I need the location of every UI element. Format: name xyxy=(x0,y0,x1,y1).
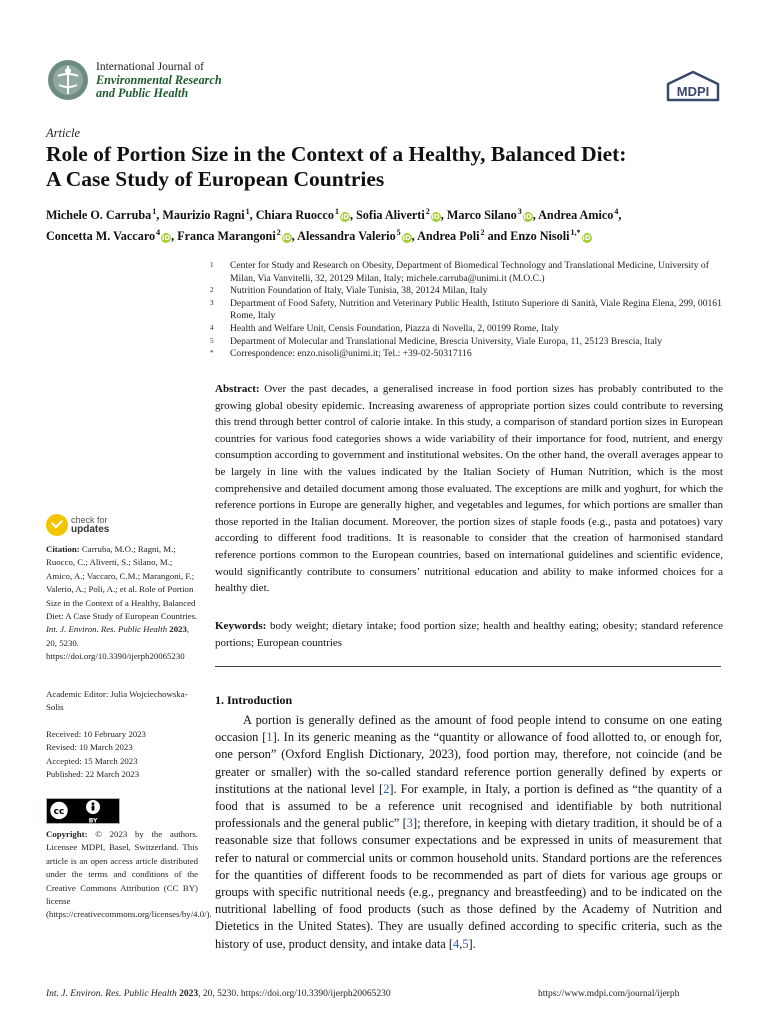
affiliation-number: 3 xyxy=(210,298,214,307)
publication-dates xyxy=(46,728,198,782)
check-for-updates-button[interactable] xyxy=(46,514,146,540)
author-separator: , xyxy=(291,229,298,244)
intro-text: , xyxy=(459,936,463,951)
copyright-text: © 2023 by the authors. Licensee MDPI, Basel, Switzerland. This article is an open access article distributed under the terms and conditions of the Creative Commons Attribution (CC BY) license (https://creativecommons.org/licenses/by/4.0/). xyxy=(46,829,212,920)
author-separator: and xyxy=(484,229,511,244)
citation-year: 2023 xyxy=(169,624,187,635)
author-name: Marco Silano xyxy=(446,208,517,223)
publisher-text: MDPI xyxy=(676,84,710,99)
affiliation-item xyxy=(210,298,730,323)
author-affiliation-mark: 5 xyxy=(396,228,401,238)
copyright-block xyxy=(46,828,212,922)
author-name: Concetta M. Vaccaro xyxy=(46,229,156,244)
affiliation-text: Health and Welfare Unit, Censis Foundation, Piazza di Novella, 2, 00199 Rome, Italy xyxy=(230,322,559,334)
svg-text:cc: cc xyxy=(53,807,65,817)
orcid-icon[interactable] xyxy=(340,212,350,222)
citation-journal: Int. J. Environ. Res. Public Health xyxy=(46,624,168,635)
journal-url-link[interactable]: https://www.mdpi.com/journal/ijerph xyxy=(538,989,680,999)
author-affiliation-mark: 2 xyxy=(276,228,281,238)
reference-link[interactable]: 2 xyxy=(383,781,390,796)
abstract-label: Abstract: xyxy=(215,383,260,395)
affiliation-number: 2 xyxy=(210,286,214,295)
affiliation-item xyxy=(210,336,730,349)
affiliation-item xyxy=(210,348,730,361)
cc-by-label: BY xyxy=(88,817,98,824)
received-date: Received: 10 February 2023 xyxy=(46,729,146,739)
affiliation-number: 1 xyxy=(210,261,214,269)
affiliation-text: Department of Molecular and Translational Medicine, Brescia University, Viale Europa, 11, 25123 Brescia, Italy xyxy=(230,335,663,347)
reference-link[interactable]: 5 xyxy=(462,936,469,951)
footer-year: 2023 xyxy=(179,989,199,999)
section-divider xyxy=(215,666,721,667)
journal-name xyxy=(96,61,222,100)
mdpi-logo xyxy=(664,70,722,104)
accepted-date: Accepted: 15 March 2023 xyxy=(46,755,138,766)
author-separator: , xyxy=(171,229,178,244)
author-list xyxy=(46,203,736,245)
title-line2: A Case Study of European Countries xyxy=(46,167,385,191)
check-icon xyxy=(46,514,68,536)
author-separator: , xyxy=(349,208,357,223)
cc-by-license-badge[interactable] xyxy=(46,798,120,824)
citation-label: Citation: xyxy=(46,544,80,554)
revised-date: Revised: 10 March 2023 xyxy=(46,742,133,753)
affiliation-item xyxy=(210,260,730,285)
affiliation-item xyxy=(210,285,730,298)
author-affiliation-mark: 1 xyxy=(334,207,339,216)
journal-name-line1: International Journal of xyxy=(96,61,204,73)
check-for-updates-label xyxy=(71,515,109,535)
keywords xyxy=(215,618,723,651)
author-separator: , xyxy=(156,208,163,223)
orcid-icon[interactable] xyxy=(431,212,441,222)
affiliation-item xyxy=(210,323,730,336)
intro-text: ]; therefore, in keeping with dietary tradition, it should be of a reasonable size that follows consumer expectations and be expressed in units of measurement that refer to natural or commercial units or common household units. Standard portions are the references for the quantities of different foods to be recommended as part of diets for various age groups or groups with specific nutritional needs (e.g., pregnancy and breastfeeding) and to be indicated on the nutritional labelling of food products (such as those defined by the Academy of Nutrition and Dietetics in the United States). They are usually defined according to specific criteria, such as the history of use, product density, and intake data [ xyxy=(215,816,722,951)
author-name: Sofia Aliverti xyxy=(356,208,425,223)
author-affiliation-mark: 1 xyxy=(152,207,157,216)
author-name: Alessandra Valerio xyxy=(297,229,396,244)
author-affiliation-mark: 1,* xyxy=(570,228,581,238)
orcid-icon[interactable] xyxy=(402,233,412,243)
journal-name-line2: Environmental Research xyxy=(96,73,222,87)
affiliation-text: Correspondence: enzo.nisoli@unimi.it; Tel.: +39-02-50317116 xyxy=(230,348,472,360)
affiliation-text: Nutrition Foundation of Italy, Viale Tunisia, 38, 20124 Milan, Italy xyxy=(230,285,488,297)
affiliation-text: Center for Study and Research on Obesity, Department of Biomedical Technology and Translational Medicine, University of Milan, Via Vanvitelli, 32, 20129 Milan, Italy; michele.carruba@unimi.it (M.O.C.) xyxy=(230,260,709,284)
author-separator: , xyxy=(249,208,256,223)
orcid-icon[interactable] xyxy=(161,233,171,243)
orcid-icon[interactable] xyxy=(523,212,533,222)
orcid-icon[interactable] xyxy=(582,233,592,243)
citation-block xyxy=(46,543,198,664)
copyright-label: Copyright: xyxy=(46,829,88,839)
author-name: Enzo Nisoli xyxy=(510,229,570,244)
citation-text: Carruba, M.O.; Ragni, M.; Ruocco, C.; Aliverti, S.; Silano, M.; Amico, A.; Vaccaro, C.M.; Marangoni, F.; Valerio, A.; Poli, A.; et al. Role of Portion Size in the Context of a Healthy, Balanced Diet: A Case Study of European Countries. xyxy=(46,544,198,622)
intro-text: ]. xyxy=(468,936,476,951)
author-affiliation-mark: 4 xyxy=(614,207,619,216)
affiliation-number: 4 xyxy=(210,323,214,332)
footer-citation xyxy=(46,989,391,999)
author-name: Franca Marangoni xyxy=(177,229,276,244)
journal-name-line3: and Public Health xyxy=(96,86,189,100)
check-line1: check for xyxy=(71,515,108,525)
author-affiliation-mark: 2 xyxy=(425,207,430,216)
paper-title xyxy=(46,142,736,192)
introduction-paragraph xyxy=(215,712,722,953)
author-affiliation-mark: 1 xyxy=(245,207,250,216)
keywords-text: body weight; dietary intake; food portion size; health and healthy eating; obesity; standard reference portions; European countries xyxy=(215,620,724,649)
affiliation-number: 5 xyxy=(210,336,214,345)
footer-rest: , 20, 5230. https://doi.org/10.3390/ijerph20065230 xyxy=(198,989,391,999)
article-type: Article xyxy=(46,126,81,140)
author-name: Chiara Ruocco xyxy=(255,208,334,223)
author-name: Michele O. Carruba xyxy=(46,208,152,223)
footer-journal: Int. J. Environ. Res. Public Health xyxy=(46,989,177,999)
section-heading: 1. Introduction xyxy=(215,693,293,707)
author-affiliation-mark: 3 xyxy=(517,207,522,216)
title-line1: Role of Portion Size in the Context of a Healthy, Balanced Diet: xyxy=(46,142,627,166)
keywords-label: Keywords: xyxy=(215,620,267,632)
published-date: Published: 22 March 2023 xyxy=(46,769,140,780)
abstract-text: Over the past decades, a generalised increase in food portion sizes has probably contributed to the growing global obesity epidemic. Increasing awareness of appropriate portion sizes could contribute to reversing this trend through better control of calorie intake. In this study, a comparison of standard portion sizes in European countries for various food categories shows a wide variability of their importance for food, nutrient, and energy consumption according to government and institutional websites. On the other hand, the overall averages appear to be largely in line with the values indicated by the Italian Society of Human Nutrition, which is the most comprehensive and detailed document among those evaluated. The exceptions are milk and yoghurt, for which the reference portions in Europe are generally higher, and vegetables and legumes, for which portions are smaller than those reported in the Italian document. Moreover, the portion sizes of staple foods (e.g., pasta and potatoes) vary according to different food traditions. It is reasonable to consider that the creation of harmonised standard reference portions common to the European countries, based on international guidelines and scientific evidence, would significantly contribute to consumers’ nutritional education and ability to make informed choices for a healthy diet. xyxy=(215,383,724,595)
reference-link[interactable]: 1 xyxy=(266,730,273,745)
author-name: Andrea Amico xyxy=(538,208,614,223)
orcid-icon[interactable] xyxy=(282,233,292,243)
intro-text: A portion is generally defined as the amount of food people intend to consume on one eating occasion [ xyxy=(215,713,722,745)
author-separator: , xyxy=(532,208,539,223)
affiliation-text: Department of Food Safety, Nutrition and Veterinary Public Health, Istituto Superiore di Sanità, Viale Regina Elena, 299, 00161 Rome, Italy xyxy=(230,297,722,322)
author-separator: , xyxy=(411,229,418,244)
author-name: Andrea Poli xyxy=(417,229,480,244)
affiliation-number: * xyxy=(210,349,214,358)
affiliation-list xyxy=(210,260,730,361)
author-affiliation-mark: 2 xyxy=(480,228,485,238)
intro-text: ]. For example, in Italy, a portion is defined as “the quantity of a food that is assumed to be a reference unit recognised and identifiable by both nutritional professionals and the general public” [ xyxy=(215,781,722,831)
reference-link[interactable]: 3 xyxy=(406,816,413,831)
author-separator: , xyxy=(618,208,622,223)
author-name: Maurizio Ragni xyxy=(162,208,245,223)
citation-rest: , 20, 5230. https://doi.org/10.3390/ijerph20065230 xyxy=(46,624,190,662)
journal-logo xyxy=(46,58,90,102)
intro-text: ]. In its generic meaning as the “quantity or allowance of food allotted to, or enough for, one person” (Oxford English Dictionary, 2023), food portion may, therefore, not coincide (and be greater or smaller) with the so-called standard reference portion generally defined by experts or institutions at the national level [ xyxy=(215,730,723,796)
author-separator: , xyxy=(440,208,447,223)
author-affiliation-mark: 4 xyxy=(156,228,161,238)
reference-link[interactable]: 4 xyxy=(453,936,460,951)
abstract xyxy=(215,381,723,597)
check-line2: updates xyxy=(71,524,110,535)
academic-editor: Academic Editor: Julia Wojciechowska-Solis xyxy=(46,689,188,713)
